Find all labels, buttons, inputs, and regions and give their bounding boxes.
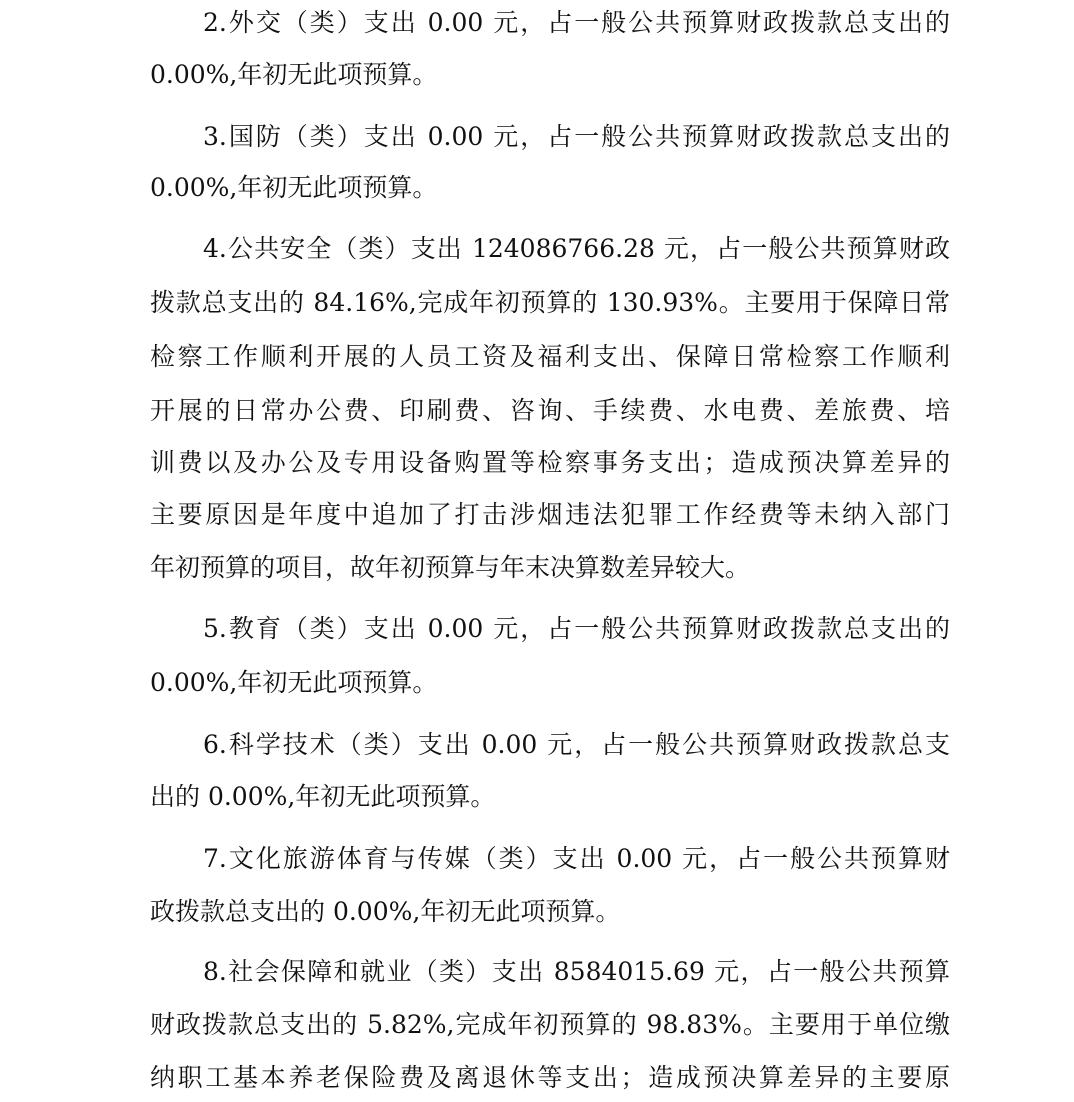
paragraph-3-line-1: 3.国防（类）支出 0.00 元，占一般公共预算财政拨款总支出的	[203, 122, 950, 151]
paragraph-8-line-2: 财政拨款总支出的 5.82%,完成年初预算的 98.83%。主要用于单位缴	[150, 1010, 950, 1039]
paragraph-6-line-2: 出的 0.00%,年初无此项预算。	[150, 782, 496, 811]
paragraph-8-line-3: 纳职工基本养老保险费及离退休等支出；造成预决算差异的主要原	[150, 1063, 950, 1092]
paragraph-7-line-1: 7.文化旅游体育与传媒（类）支出 0.00 元，占一般公共预算财	[203, 844, 950, 873]
paragraph-5-line-2: 0.00%,年初无此项预算。	[150, 668, 438, 697]
paragraph-4-line-4: 开展的日常办公费、印刷费、咨询、手续费、水电费、差旅费、培	[150, 396, 950, 425]
paragraph-4-line-3: 检察工作顺利开展的人员工资及福利支出、保障日常检察工作顺利	[150, 342, 950, 371]
paragraph-4-line-1: 4.公共安全（类）支出 124086766.28 元，占一般公共预算财政	[203, 234, 950, 263]
paragraph-4-line-2: 拨款总支出的 84.16%,完成年初预算的 130.93%。主要用于保障日常	[150, 288, 950, 317]
paragraph-7-line-2: 政拨款总支出的 0.00%,年初无此项预算。	[150, 897, 621, 926]
paragraph-3-line-2: 0.00%,年初无此项预算。	[150, 173, 438, 202]
paragraph-6-line-1: 6.科学技术（类）支出 0.00 元，占一般公共预算财政拨款总支	[203, 730, 950, 759]
paragraph-5-line-1: 5.教育（类）支出 0.00 元，占一般公共预算财政拨款总支出的	[203, 614, 950, 643]
paragraph-2-line-2: 0.00%,年初无此项预算。	[150, 60, 438, 89]
paragraph-8-line-1: 8.社会保障和就业（类）支出 8584015.69 元，占一般公共预算	[203, 957, 950, 986]
paragraph-4-line-7: 年初预算的项目，故年初预算与年末决算数差异较大。	[150, 553, 751, 582]
paragraph-4-line-6: 主要原因是年度中追加了打击涉烟违法犯罪工作经费等未纳入部门	[150, 500, 950, 529]
paragraph-2-line-1: 2.外交（类）支出 0.00 元，占一般公共预算财政拨款总支出的	[203, 8, 950, 37]
paragraph-4-line-5: 训费以及办公及专用设备购置等检察事务支出；造成预决算差异的	[150, 448, 950, 477]
